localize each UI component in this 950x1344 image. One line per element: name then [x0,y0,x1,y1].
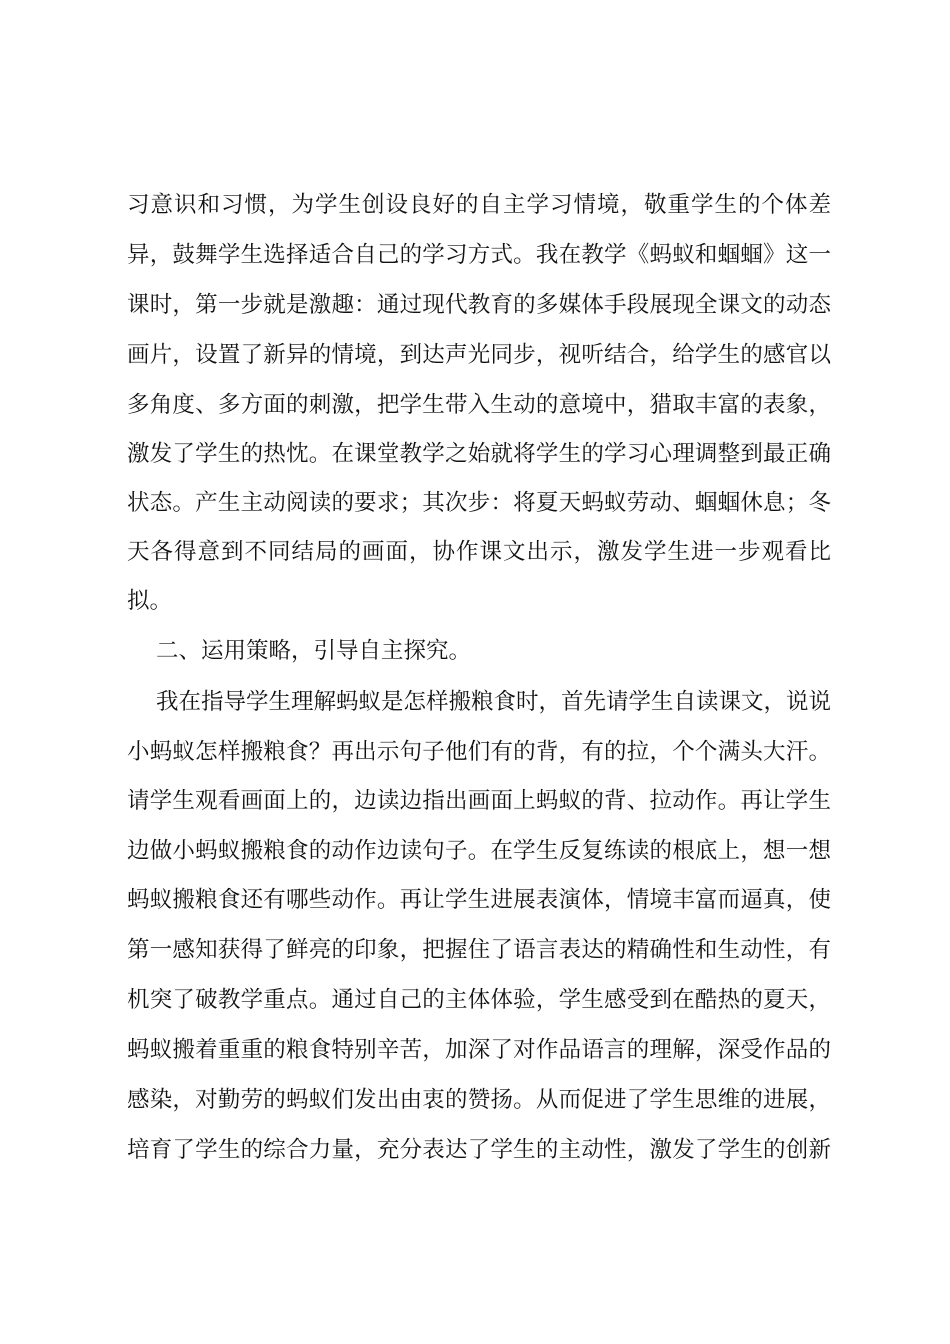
text-line: 拟。 [127,588,173,614]
text-line: 机突了破教学重点。通过自己的主体体验，学生感受到在酷热的夏天， [127,987,831,1013]
text-line: 课时，第一步就是激趣：通过现代教育的多媒体手段展现全课文的动态 [127,292,831,318]
text-line: 激发了学生的热忱。在课堂教学之始就将学生的学习心理调整到最正确 [127,441,831,467]
text-line: 状态。产生主动阅读的要求；其次步：将夏天蚂蚁劳动、蝈蝈休息；冬 [127,490,831,516]
text-line: 第一感知获得了鲜亮的印象，把握住了语言表达的精确性和生动性，有 [127,937,831,963]
section-heading: 二、运用策略，引导自主探究。 [156,638,472,664]
text-line: 培育了学生的综合力量，充分表达了学生的主动性，激发了学生的创新 [127,1137,831,1163]
text-line: 小蚂蚁怎样搬粮食？再出示句子他们有的背，有的拉，个个满头大汗。 [127,739,831,765]
text-line: 天各得意到不同结局的画面，协作课文出示，激发学生进一步观看比 [127,539,831,565]
text-line: 蚂蚁搬着重重的粮食特别辛苦，加深了对作品语言的理解，深受作品的 [127,1037,831,1063]
text-line: 画片，设置了新异的情境，到达声光同步，视听结合，给学生的感官以 [127,342,831,368]
text-line: 请学生观看画面上的，边读边指出画面上蚂蚁的背、拉动作。再让学生 [127,788,831,814]
text-line: 习意识和习惯，为学生创设良好的自主学习情境，敬重学生的个体差 [127,192,831,218]
text-line: 多角度、多方面的刺激，把学生带入生动的意境中，猎取丰富的表象， [127,392,831,418]
text-line: 感染，对勤劳的蚂蚁们发出由衷的赞扬。从而促进了学生思维的进展， [127,1087,831,1113]
text-line: 我在指导学生理解蚂蚁是怎样搬粮食时，首先请学生自读课文，说说 [156,689,832,715]
text-line: 异，鼓舞学生选择适合自己的学习方式。我在教学《蚂蚁和蝈蝈》这一 [127,242,831,268]
text-line: 蚂蚁搬粮食还有哪些动作。再让学生进展表演体，情境丰富而逼真，使 [127,887,831,913]
text-line: 边做小蚂蚁搬粮食的动作边读句子。在学生反复练读的根底上，想一想 [127,838,831,864]
